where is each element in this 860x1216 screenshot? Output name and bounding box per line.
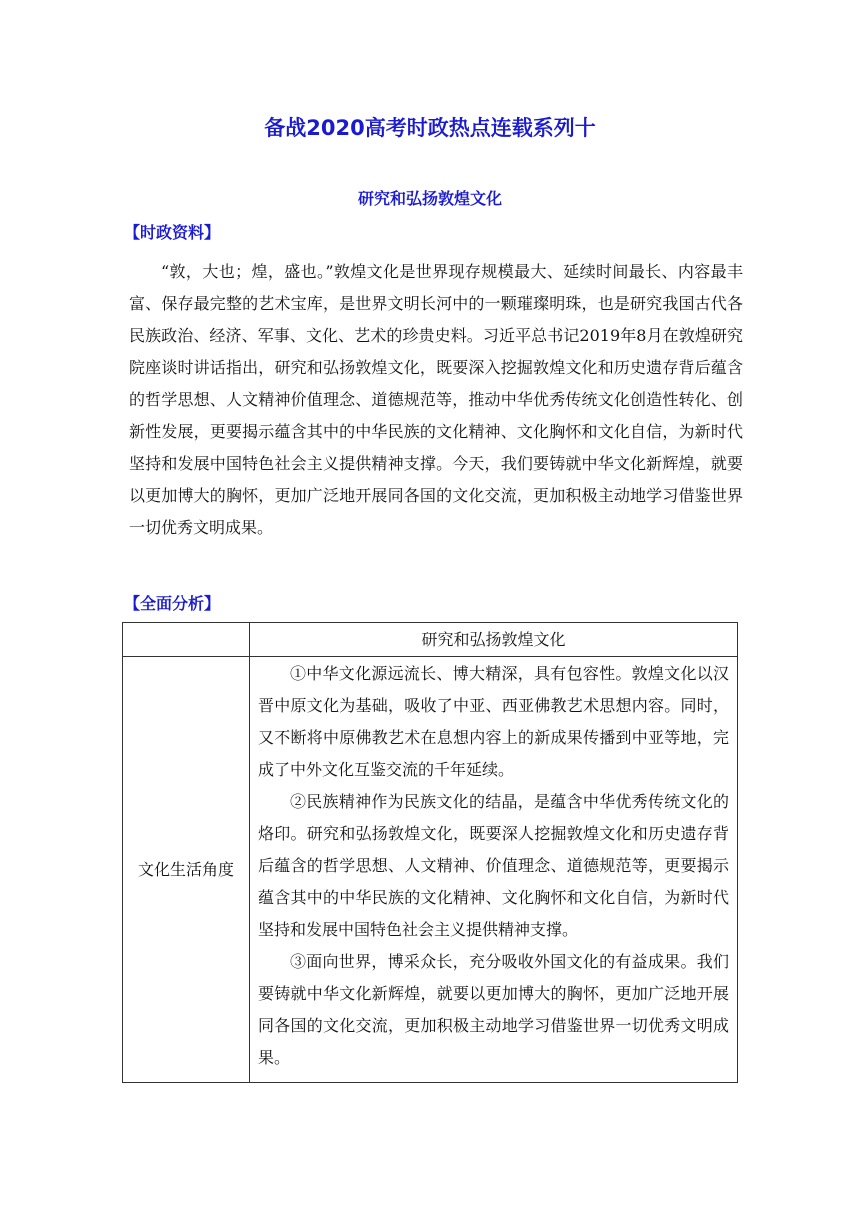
section-heading-analysis: 【全面分析】 (124, 594, 221, 613)
analysis-point-2: ②民族精神作为民族文化的结晶，是蕴含中华优秀传统文化的烙印。研究和弘扬敦煌文化，既要深人挖掘敦煌文化和历史遗存背后蕴含的哲学思想、人文精神、价值理念、道德规范等，更要揭示蕴含其中的中华民族的文化精神、文化胸怀和文化自信，为新时代坚持和发展中国特色社会主义提供精神支撑。 (258, 792, 729, 939)
page-subtitle: 研究和弘扬敦煌文化 (357, 189, 502, 208)
page-title: 备战2020高考时政热点连载系列十 (264, 116, 596, 140)
table-row (123, 657, 738, 1083)
news-paragraph: “敦，大也；煌，盛也。”敦煌文化是世界现存规模最大、延续时间最长、内容最丰富、保存最完整的艺术宝库，是世界文明长河中的一颗璀璨明珠，也是研究我国古代各民族政治、经济、军事、文化、艺术的珍贵史料。习近平总书记2019年8月在敦煌研究院座谈时讲话指出，研究和弘扬敦煌文化，既要深入挖掘敦煌文化和历史遗存背后蕴含的哲学思想、人文精神价值理念、道德规范等，推动中华优秀传统文化创造性转化、创新性发展，更要揭示蕴含其中的中华民族的文化精神、文化胸怀和文化自信，为新时代坚持和发展中国特色社会主义提供精神支撑。今天，我们要铸就中华文化新辉煌，就要以更加博大的胸怀，更加广泛地开展同各国的文化交流，更加积极主动地学习借鉴世界一切优秀文明成果。 (129, 262, 743, 537)
analysis-table (122, 622, 738, 1083)
analysis-point-3: ③面向世界，博采众长，充分吸收外国文化的有益成果。我们要铸就中华文化新辉煌，就要以更加博大的胸怀，更加广泛地开展同各国的文化交流，更加积极主动地学习借鉴世界一切优秀文明成果。 (258, 952, 729, 1067)
row-label-cultural-life: 文化生活角度 (123, 657, 250, 1083)
analysis-point-1: ①中华文化源远流长、博大精深，具有包容性。敦煌文化以汉晋中原文化为基础，吸收了中亚、西亚佛教艺术思想内容。同时，又不断将中原佛教艺术在息想内容上的新成果传播到中亚等地，完成了中外文化互鉴交流的千年延续。 (258, 664, 729, 779)
table-header-empty-cell (123, 623, 250, 657)
table-header-topic: 研究和弘扬敦煌文化 (250, 623, 738, 657)
analysis-content-cell (250, 657, 738, 1083)
section-heading-news: 【时政资料】 (124, 223, 221, 242)
table-header-row (123, 623, 738, 657)
